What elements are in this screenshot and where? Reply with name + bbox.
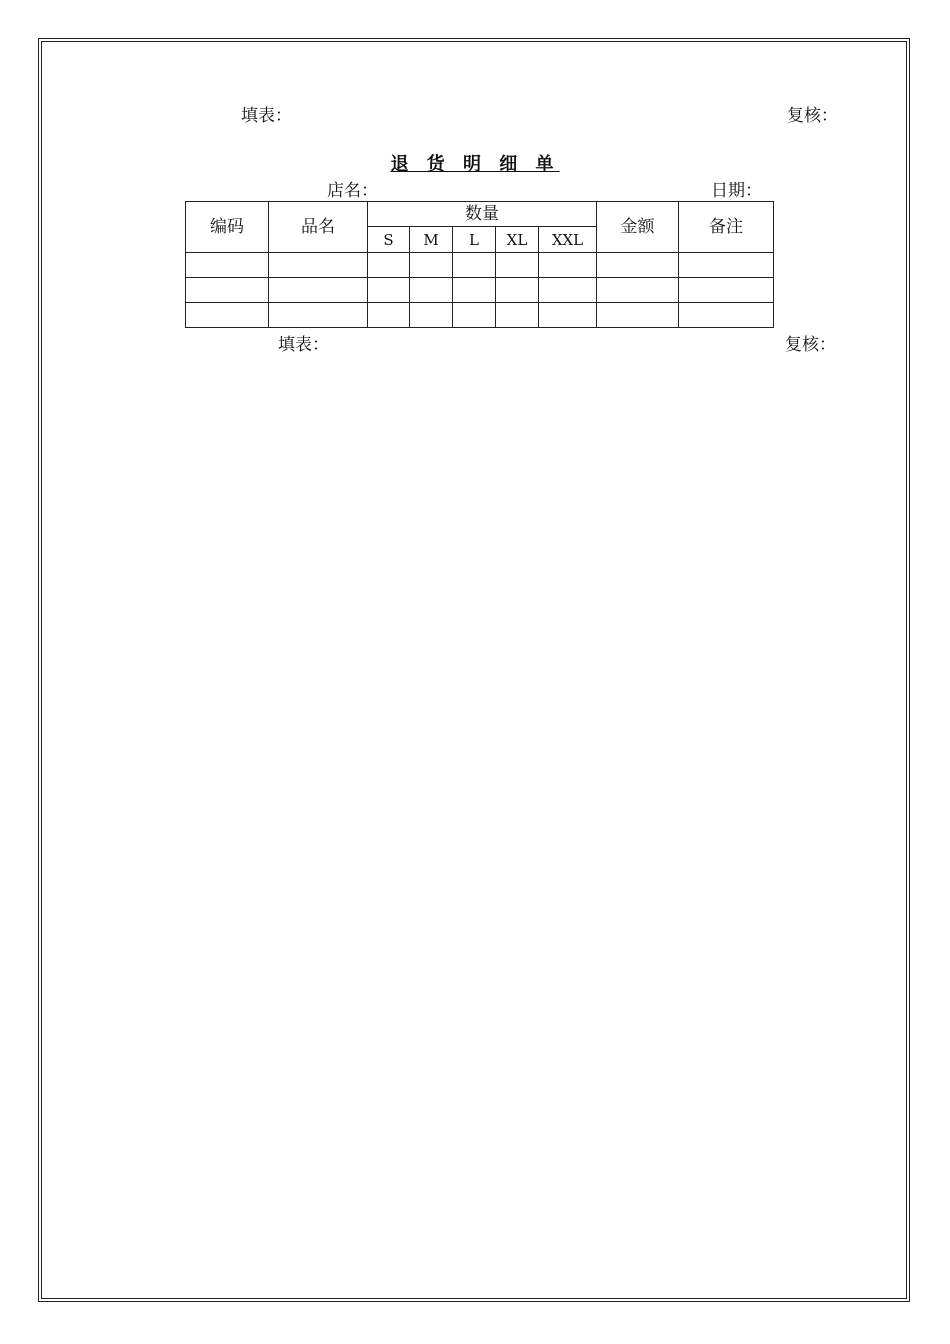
table-cell[interactable]: [269, 303, 368, 328]
table-cell[interactable]: [496, 278, 539, 303]
header-size-l: L: [453, 227, 496, 253]
header-code: 编码: [186, 202, 269, 253]
table-cell[interactable]: [368, 253, 410, 278]
store-label: 店名：: [327, 181, 378, 201]
table-cell[interactable]: [368, 278, 410, 303]
header-quantity: 数量: [368, 202, 597, 227]
bottom-filler-label: 填表：: [278, 335, 329, 355]
table-cell[interactable]: [453, 303, 496, 328]
table-cell[interactable]: [453, 253, 496, 278]
table-cell[interactable]: [410, 303, 453, 328]
table-cell[interactable]: [597, 303, 679, 328]
top-filler-label: 填表：: [241, 106, 292, 126]
form-title: [0, 154, 950, 176]
table-header-row: [186, 202, 774, 227]
form-title-text: 退 货 明 细 单: [390, 154, 560, 175]
table-cell[interactable]: [410, 278, 453, 303]
header-amount: 金额: [597, 202, 679, 253]
header-note: 备注: [679, 202, 774, 253]
table-cell[interactable]: [679, 278, 774, 303]
table-cell[interactable]: [186, 278, 269, 303]
table-cell[interactable]: [496, 253, 539, 278]
table-cell[interactable]: [597, 278, 679, 303]
header-size-xl: XL: [496, 227, 539, 253]
table-row: [186, 253, 774, 278]
header-name: 品名: [269, 202, 368, 253]
table-cell[interactable]: [496, 303, 539, 328]
top-reviewer-label: 复核：: [787, 106, 838, 126]
table-cell[interactable]: [453, 278, 496, 303]
table-row: [186, 303, 774, 328]
table-cell[interactable]: [679, 303, 774, 328]
table-cell[interactable]: [539, 303, 597, 328]
header-size-m: M: [410, 227, 453, 253]
header-size-s: S: [368, 227, 410, 253]
table-cell[interactable]: [539, 253, 597, 278]
table-cell[interactable]: [186, 303, 269, 328]
table-cell[interactable]: [368, 303, 410, 328]
table-cell[interactable]: [269, 278, 368, 303]
bottom-reviewer-label: 复核：: [785, 335, 836, 355]
table-cell[interactable]: [410, 253, 453, 278]
table-cell[interactable]: [597, 253, 679, 278]
date-label: 日期：: [711, 181, 762, 201]
table-cell[interactable]: [186, 253, 269, 278]
header-size-xxl: XXL: [539, 227, 597, 253]
return-detail-table: [185, 201, 774, 328]
table-cell[interactable]: [269, 253, 368, 278]
table-cell[interactable]: [539, 278, 597, 303]
table-row: [186, 278, 774, 303]
table-cell[interactable]: [679, 253, 774, 278]
